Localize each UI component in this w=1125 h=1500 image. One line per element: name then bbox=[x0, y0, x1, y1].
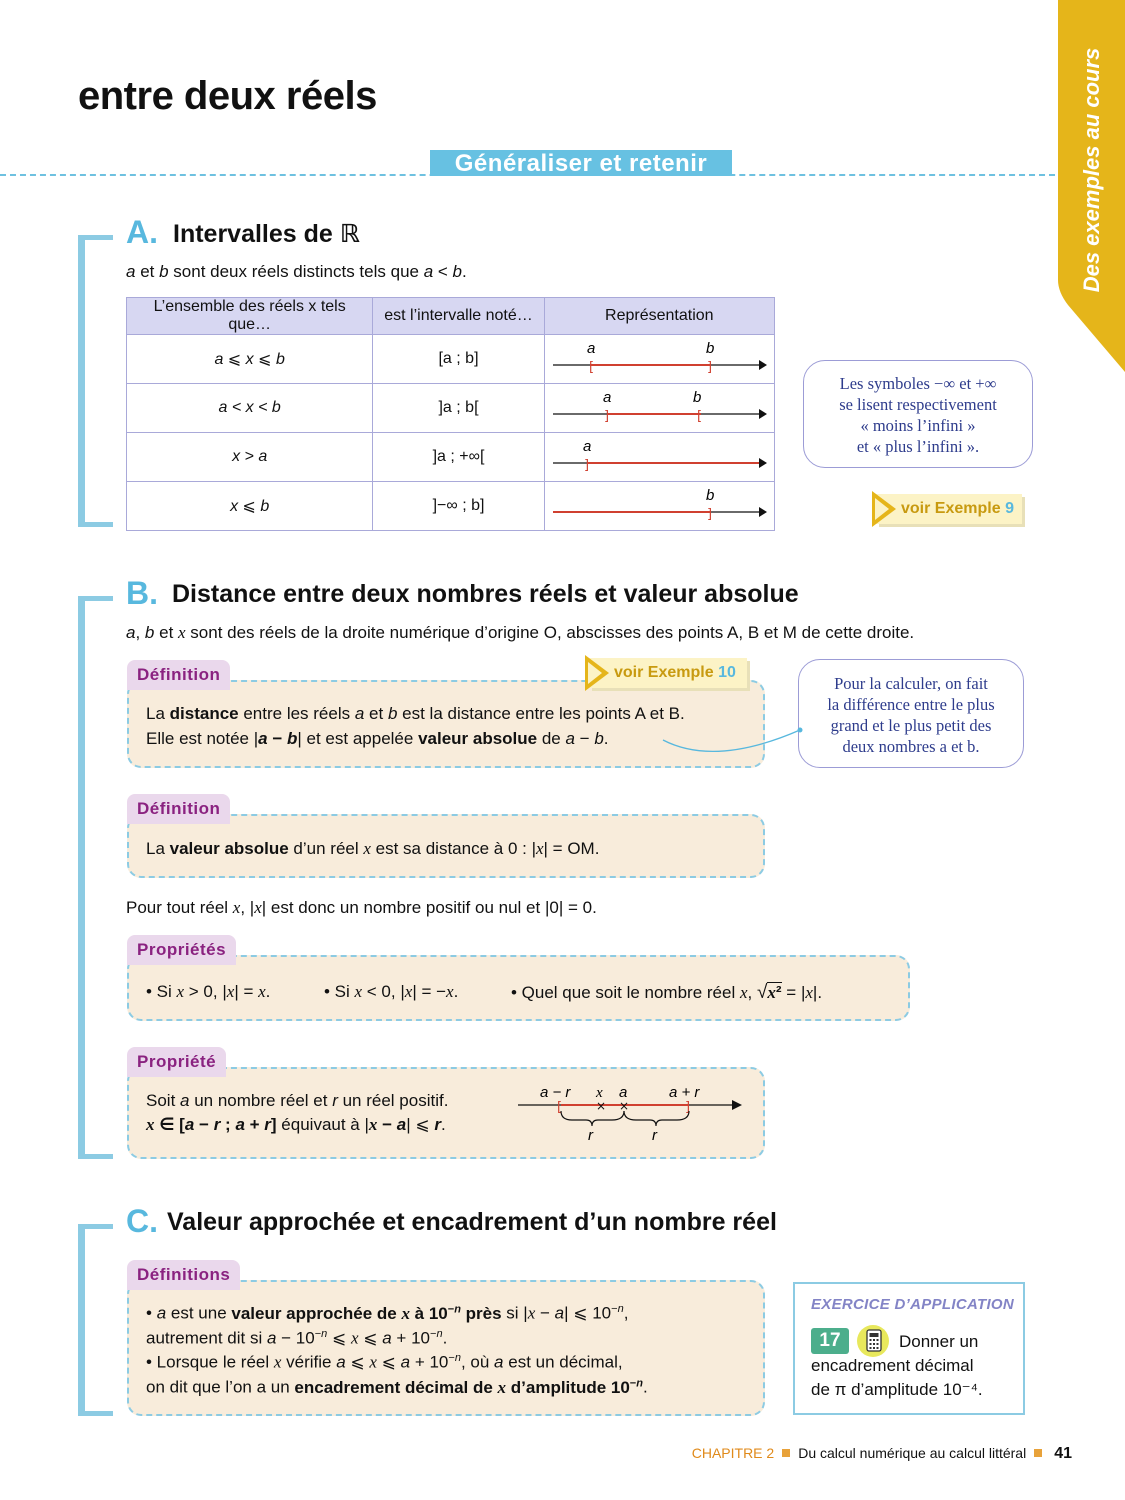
table-row bbox=[127, 335, 775, 384]
calculator-icon bbox=[857, 1325, 889, 1357]
svg-text:×: × bbox=[619, 1099, 630, 1113]
exercise-title: EXERCICE D’APPLICATION bbox=[811, 1296, 1015, 1313]
svg-text:b: b bbox=[705, 487, 714, 504]
definition-distance-line1: La distance entre les réels a et b est la distance entre les points A et B. bbox=[146, 704, 685, 723]
svg-text:a: a bbox=[602, 389, 611, 406]
see-example-10-link[interactable]: voir Exemple 10 bbox=[589, 658, 747, 688]
property-tag: Propriété bbox=[127, 1047, 226, 1077]
svg-text:]: ] bbox=[706, 360, 712, 375]
section-c-bracket bbox=[78, 1224, 113, 1416]
svg-text:a + r: a + r bbox=[669, 1084, 700, 1101]
svg-text:a: a bbox=[582, 438, 591, 455]
definition-tag: Définition bbox=[127, 660, 230, 690]
table-cell-condition: a ⩽ x ⩽ b bbox=[127, 335, 373, 384]
svg-text:[: [ bbox=[588, 360, 594, 375]
page-title: entre deux réels bbox=[78, 74, 377, 118]
representation-closed bbox=[544, 335, 774, 384]
svg-text:a: a bbox=[619, 1084, 628, 1101]
side-tab-label: Des exemples au cours bbox=[1079, 47, 1104, 293]
table-row bbox=[127, 433, 775, 482]
approx-def-line2: autrement dit si $a - 10^{-n}$ ⩽ x ⩽ $a + 10^{-n}$. bbox=[146, 1328, 448, 1348]
table-header: est l’intervalle noté… bbox=[373, 298, 544, 335]
exercise-text-line2: encadrement décimal bbox=[811, 1356, 974, 1375]
infinity-note: Les symboles −∞ et +∞ se lisent respectivement « moins l’infini » et « plus l’infini ». bbox=[803, 360, 1033, 468]
section-a-letter: A. bbox=[126, 214, 158, 250]
see-example-9-link[interactable]: voir Exemple 9 bbox=[876, 494, 1022, 524]
section-c-letter: C. bbox=[126, 1203, 158, 1239]
exercise-text-line1: Donner un bbox=[899, 1332, 979, 1351]
svg-text:a: a bbox=[586, 340, 595, 357]
table-cell-condition: x > a bbox=[127, 433, 373, 482]
svg-text:]: ] bbox=[603, 409, 609, 424]
table-cell-interval: [a ; b] bbox=[373, 335, 544, 384]
table-cell-interval: ]a ; +∞[ bbox=[373, 433, 544, 482]
approx-def-line1: • a est une valeur approchée de x à $10^{-n}$ près si |x − a| ⩽ $10^{-n}$, bbox=[146, 1303, 629, 1323]
page-footer bbox=[692, 1445, 1072, 1463]
property-line2: x ∈ [a − r ; a + r] équivaut à |x − a| ⩽ r. bbox=[146, 1115, 446, 1134]
section-a-bracket bbox=[78, 235, 113, 527]
table-row bbox=[127, 384, 775, 433]
exercise-box bbox=[793, 1282, 1025, 1415]
svg-text:r: r bbox=[652, 1127, 657, 1144]
definition-distance-line2: Elle est notée |a − b| et est appelée valeur absolue de a − b. bbox=[146, 729, 609, 748]
definitions-tag: Définitions bbox=[127, 1260, 240, 1290]
section-a-title: Intervalles de ℝ bbox=[173, 220, 360, 248]
section-band-label: Généraliser et retenir bbox=[430, 150, 732, 176]
section-b-intro: a, b et x sont des réels de la droite numérique d’origine O, abscisses des points A, B et M de cette droite. bbox=[126, 623, 915, 642]
svg-text:a − r: a − r bbox=[540, 1084, 571, 1101]
table-header: L’ensemble des réels x tels que… bbox=[127, 298, 373, 335]
footer-chapter-title: Du calcul numérique au calcul littéral bbox=[798, 1445, 1027, 1461]
svg-text:×: × bbox=[596, 1099, 607, 1113]
approx-def-line4: on dit que l’on a un encadrement décimal de x d’amplitude $10^{-n}$. bbox=[146, 1377, 648, 1397]
svg-text:x: x bbox=[596, 1085, 603, 1101]
approx-def-line3: • Lorsque le réel x vérifie a ⩽ x ⩽ $a + 10^{-n}$, où a est un décimal, bbox=[146, 1352, 623, 1372]
section-c-title: Valeur approchée et encadrement d’un nombre réel bbox=[167, 1208, 777, 1236]
page-number: 41 bbox=[1054, 1445, 1072, 1462]
svg-text:[: [ bbox=[557, 1100, 563, 1115]
property-sqrt: • Quel que soit le nombre réel x, √x² = |x|. bbox=[511, 982, 823, 1003]
table-cell-interval: ]−∞ ; b] bbox=[373, 482, 544, 531]
svg-text:b: b bbox=[705, 340, 714, 357]
interval-table bbox=[126, 297, 775, 531]
representation-open bbox=[544, 384, 774, 433]
interval-diagram bbox=[512, 1078, 750, 1144]
svg-text:b: b bbox=[692, 389, 701, 406]
representation-left-unbounded bbox=[544, 482, 774, 531]
property-positive: • Si x > 0, |x| = x. bbox=[146, 982, 271, 1001]
definition-tag: Définition bbox=[127, 794, 230, 824]
section-a-intro: a et b sont deux réels distincts tels que a < b. bbox=[126, 262, 467, 281]
svg-text:]: ] bbox=[685, 1100, 691, 1115]
difference-note: Pour la calculer, on fait la différence entre le plus grand et le plus petit des deux nombres a et b. bbox=[798, 659, 1024, 768]
exercise-text-line3: de π d’amplitude 10⁻⁴. bbox=[811, 1380, 983, 1399]
svg-text:[: [ bbox=[696, 409, 702, 424]
table-cell-condition: a < x < b bbox=[127, 384, 373, 433]
svg-text:r: r bbox=[588, 1127, 593, 1144]
definition-absolute-value-line: La valeur absolue d’un réel x est sa distance à 0 : |x| = OM. bbox=[146, 839, 600, 858]
property-negative: • Si x < 0, |x| = −x. bbox=[324, 982, 459, 1001]
section-b-bracket bbox=[78, 596, 113, 1159]
property-line1: Soit a un nombre réel et r un réel positif. bbox=[146, 1091, 449, 1110]
svg-text:]: ] bbox=[583, 458, 589, 473]
section-b-title: Distance entre deux nombres réels et valeur absolue bbox=[172, 580, 799, 608]
table-header: Représentation bbox=[544, 298, 774, 335]
table-cell-interval: ]a ; b[ bbox=[373, 384, 544, 433]
representation-right-unbounded bbox=[544, 433, 774, 482]
absolute-value-statement: Pour tout réel x, |x| est donc un nombre positif ou nul et |0| = 0. bbox=[126, 898, 597, 917]
table-cell-condition: x ⩽ b bbox=[127, 482, 373, 531]
note-connector bbox=[655, 722, 805, 762]
table-row bbox=[127, 482, 775, 531]
svg-text:]: ] bbox=[706, 507, 712, 522]
footer-chapter: CHAPITRE 2 bbox=[691, 1445, 775, 1461]
exercise-number[interactable]: 17 bbox=[811, 1328, 849, 1354]
section-b-letter: B. bbox=[126, 575, 158, 611]
properties-tag: Propriétés bbox=[127, 935, 236, 965]
